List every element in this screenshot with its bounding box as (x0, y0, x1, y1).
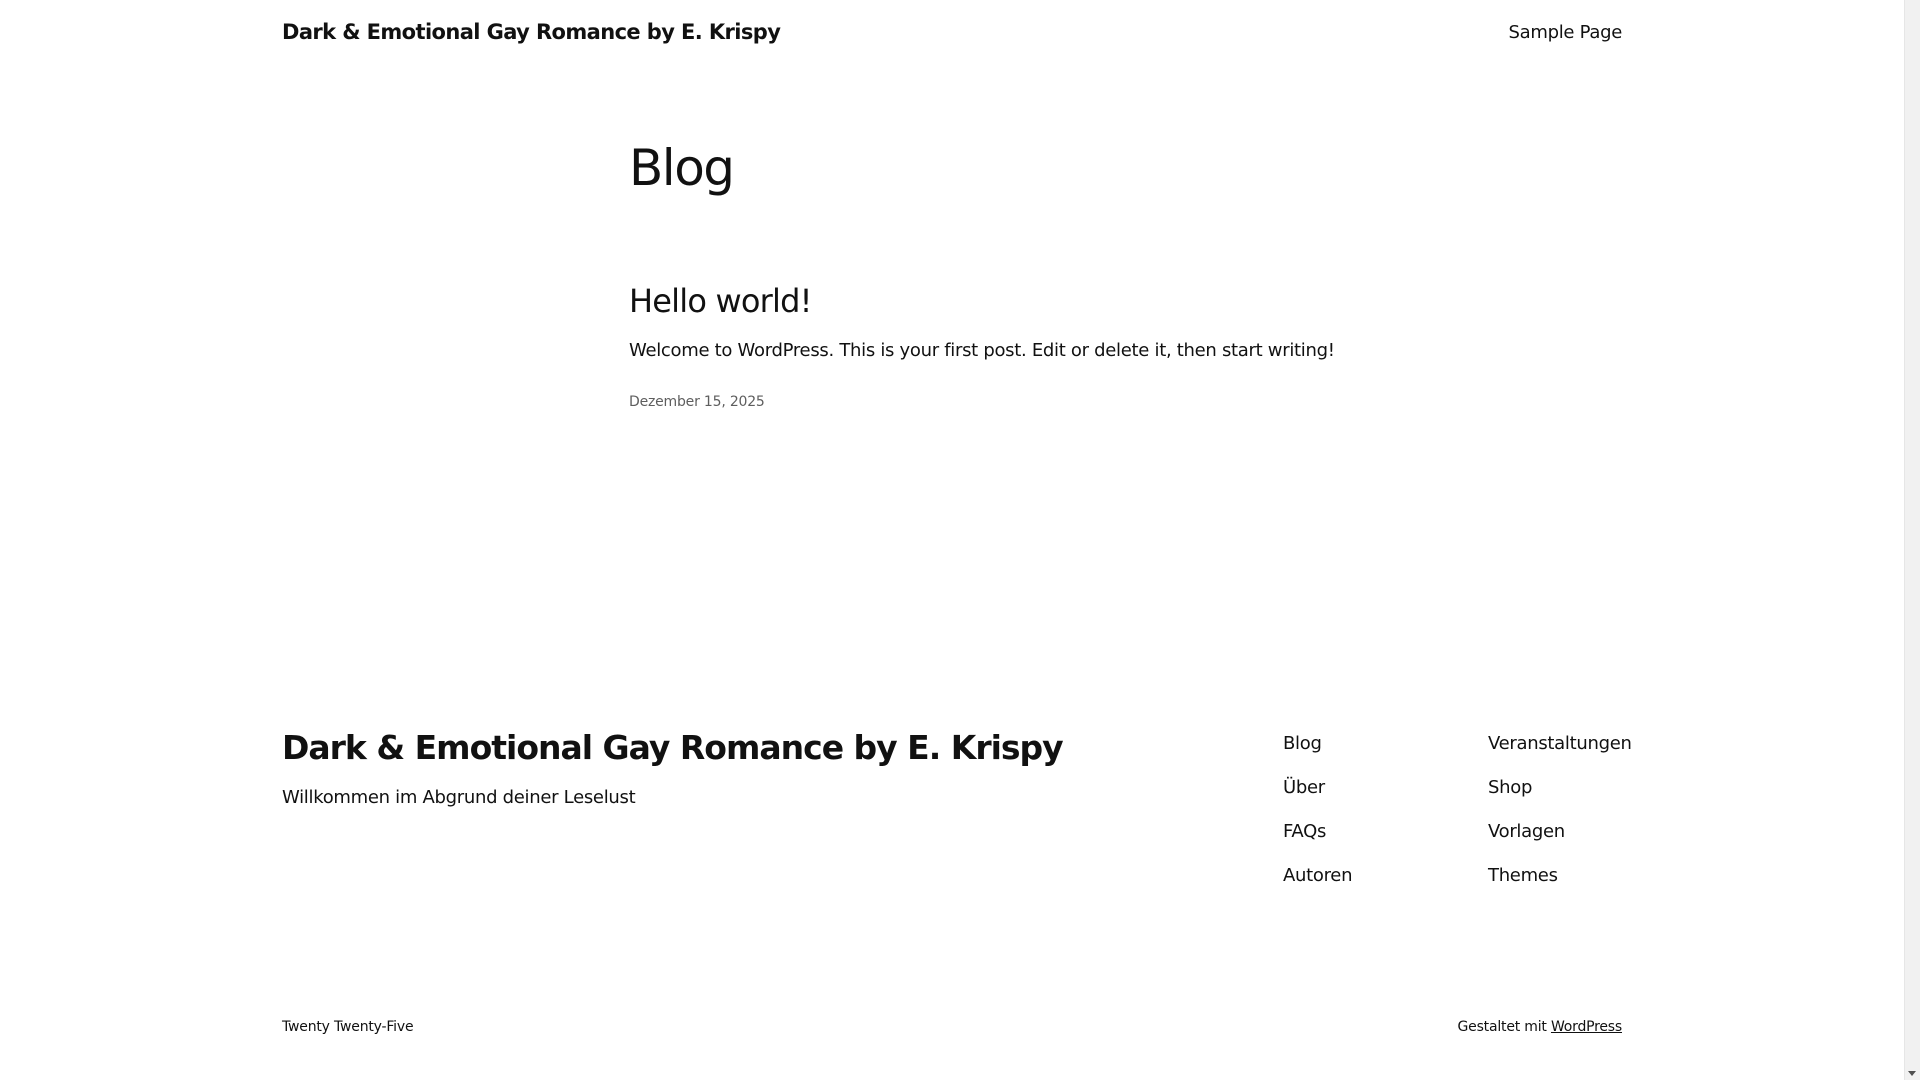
wordpress-link[interactable]: WordPress (1550, 1019, 1622, 1035)
footer-nav-item-blog[interactable]: Blog (1283, 733, 1322, 754)
designed-with-label: Gestaltet mit (1457, 1019, 1547, 1035)
designed-with-credit (1458, 1019, 1622, 1035)
vertical-scrollbar[interactable] (1904, 0, 1920, 1080)
page-title: Blog (629, 139, 734, 197)
footer-site-title-link[interactable]: Dark & Emotional Gay Romance by E. Krispy (282, 728, 1063, 767)
scroll-down-arrow-icon[interactable] (1908, 1071, 1916, 1076)
footer-tagline: Willkommen im Abgrund deiner Leselust (282, 787, 636, 808)
post-excerpt: Welcome to WordPress. This is your first post. Edit or delete it, then start writing! (629, 340, 1335, 361)
footer-nav-item-shop[interactable]: Shop (1488, 777, 1533, 798)
post-title (629, 281, 812, 321)
footer-nav-item-vorlagen[interactable]: Vorlagen (1488, 821, 1565, 842)
post-title-link[interactable]: Hello world! (629, 282, 812, 320)
footer-nav-column-1 (1283, 731, 1352, 907)
nav-item-sample-page[interactable]: Sample Page (1508, 22, 1622, 43)
header-navigation (1509, 22, 1623, 43)
site-title-link[interactable]: Dark & Emotional Gay Romance by E. Krispy (282, 20, 781, 44)
footer-nav-item-faqs[interactable]: FAQs (1283, 821, 1327, 842)
footer-nav-column-2 (1488, 731, 1632, 907)
footer-nav-item-autoren[interactable]: Autoren (1283, 865, 1353, 886)
footer-nav-item-themes[interactable]: Themes (1488, 865, 1558, 886)
footer-nav-item-ueber[interactable]: Über (1283, 777, 1325, 798)
theme-credit-link[interactable]: Twenty Twenty-Five (282, 1019, 414, 1035)
footer-nav-item-veranstaltungen[interactable]: Veranstaltungen (1488, 733, 1632, 754)
post-date-link[interactable]: Dezember 15, 2025 (629, 394, 765, 410)
